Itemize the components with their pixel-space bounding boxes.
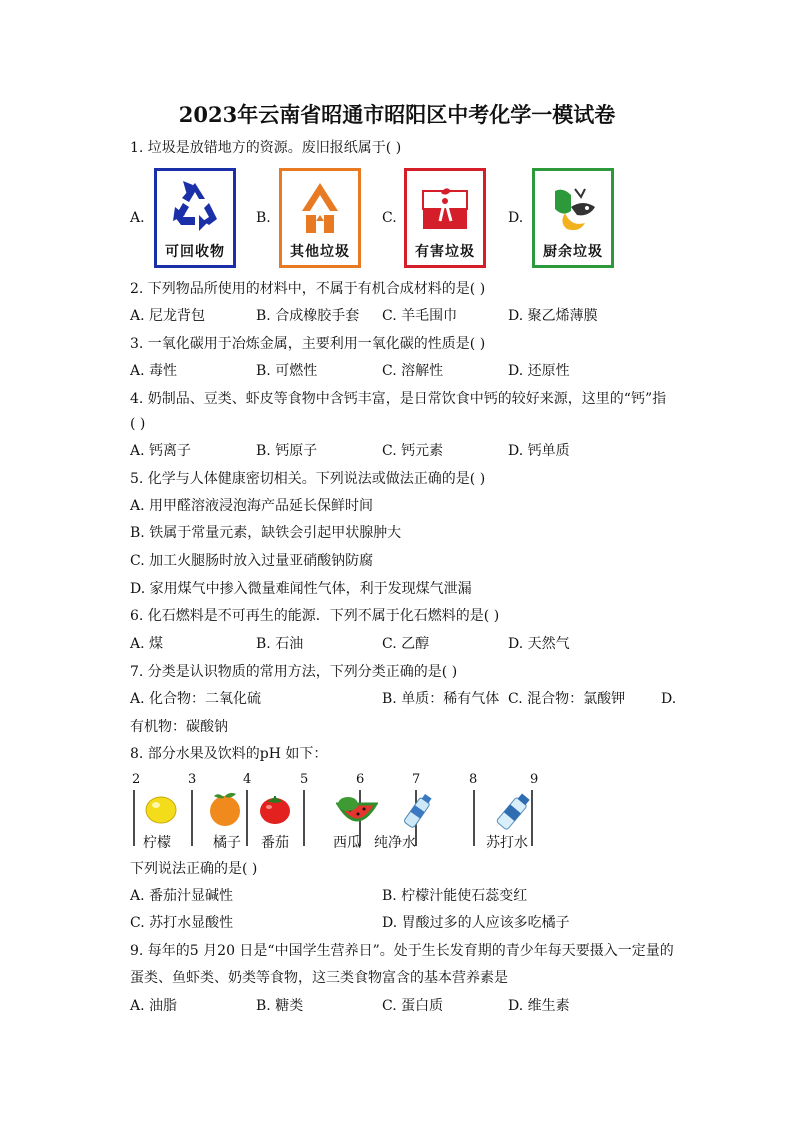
lemon-icon [143, 792, 179, 826]
q7-option-b: B. 单质：稀有气体 [382, 691, 500, 707]
q6-option-d: D. 天然气 [508, 636, 570, 652]
q5-stem: 5. 化学与人体健康密切相关。下列说法或做法正确的是( ) [130, 471, 486, 487]
q9-stem-cont: 蛋类、鱼虾类、奶类等食物，这三类食物富含的基本营养素是 [130, 970, 508, 986]
q1-bin-d-label: 厨余垃圾 [543, 244, 603, 260]
q1-kitchen-waste-bin-image [532, 168, 614, 268]
q2-option-b: B. 合成橡胶手套 [256, 308, 360, 324]
ph-tick-5: 5 [300, 772, 309, 787]
q1-other-waste-bin-image [279, 168, 361, 268]
q6-option-a: A. 煤 [130, 636, 164, 652]
tomato-icon [258, 792, 292, 826]
q9-option-b: B. 糖类 [256, 998, 304, 1014]
q1-hazardous-bin-image [404, 168, 486, 268]
q1-bin-a-label: 可回收物 [165, 244, 225, 260]
fruit-label-watermelon: 西瓜 [333, 835, 361, 851]
ph-tick-4: 4 [243, 772, 252, 787]
q7-stem: 7. 分类是认识物质的常用方法，下列分类正确的是( ) [130, 664, 458, 680]
q3-option-d: D. 还原性 [508, 363, 570, 379]
q8-option-b: B. 柠檬汁能使石蕊变红 [382, 888, 528, 904]
q9-stem: 9. 每年的5 月20 日是“中国学生营养日”。处于生长发育期的青少年每天要摄入一定量的 [130, 943, 674, 959]
q7-option-c: C. 混合物：氯酸钾 [508, 691, 626, 707]
q1-option-b-letter: B. [256, 210, 271, 226]
q3-option-b: B. 可燃性 [256, 363, 318, 379]
fruit-label-pure-water: 纯净水 [374, 835, 416, 851]
q5-option-d: D. 家用煤气中掺入微量难闻性气体，利于发现煤气泄漏 [130, 581, 472, 597]
q3-stem: 3. 一氧化碳用于冶炼金属，主要利用一氧化碳的性质是( ) [130, 336, 486, 352]
orange-icon [206, 790, 244, 828]
ph-tick-2: 2 [132, 772, 141, 787]
ph-tick-7: 7 [412, 772, 421, 787]
q1-recyclable-bin-image [154, 168, 236, 268]
q9-option-a: A. 油脂 [130, 998, 178, 1014]
q1-option-d-letter: D. [508, 210, 524, 226]
other-waste-icon [288, 177, 352, 241]
q9-option-c: C. 蛋白质 [382, 998, 444, 1014]
q8-sub-stem: 下列说法正确的是( ) [130, 861, 258, 877]
recycle-icon [163, 177, 227, 241]
q2-option-a: A. 尼龙背包 [130, 308, 206, 324]
q7-option-d-letter: D. [661, 691, 677, 707]
q7-option-d-cont: 有机物：碳酸钠 [130, 719, 228, 735]
q4-option-b: B. 钙原子 [256, 443, 318, 459]
q4-option-a: A. 钙离子 [130, 443, 192, 459]
q2-option-c: C. 羊毛围巾 [382, 308, 458, 324]
q7-option-a: A. 化合物：二氧化硫 [130, 691, 262, 707]
q9-option-d: D. 维生素 [508, 998, 570, 1014]
q1-option-a-letter: A. [130, 210, 145, 226]
q3-option-a: A. 毒性 [130, 363, 178, 379]
fruit-label-orange: 橘子 [213, 835, 241, 851]
q4-option-c: C. 钙元素 [382, 443, 444, 459]
fruit-label-lemon: 柠檬 [143, 835, 171, 851]
ph-tick-8: 8 [469, 772, 478, 787]
q1-stem: 1. 垃圾是放错地方的资源。废旧报纸属于( ) [130, 140, 402, 156]
page-title: 2023年云南省昭通市昭阳区中考化学一模试卷 [178, 102, 616, 127]
q4-stem: 4. 奶制品、豆类、虾皮等食物中含钙丰富，是日常饮食中钙的较好来源，这里的“钙”指 [130, 391, 667, 407]
q4-stem-cont: ( ) [130, 416, 146, 432]
watermelon-icon [336, 796, 378, 826]
q8-option-c: C. 苏打水显酸性 [130, 915, 234, 931]
q6-option-b: B. 石油 [256, 636, 304, 652]
q5-option-c: C. 加工火腿肠时放入过量亚硝酸钠防腐 [130, 553, 374, 569]
soda-water-bottle-icon [493, 790, 533, 834]
q8-stem: 8. 部分水果及饮料的pH 如下： [130, 746, 328, 762]
q2-option-d: D. 聚乙烯薄膜 [508, 308, 598, 324]
q3-option-c: C. 溶解性 [382, 363, 444, 379]
ph-tick-6: 6 [356, 772, 365, 787]
q8-option-a: A. 番茄汁显碱性 [130, 888, 234, 904]
q5-option-a: A. 用甲醛溶液浸泡海产品延长保鲜时间 [130, 498, 374, 514]
ph-tick-3: 3 [188, 772, 197, 787]
fruit-label-soda-water: 苏打水 [486, 835, 528, 851]
q2-stem: 2. 下列物品所使用的材料中，不属于有机合成材料的是( ) [130, 281, 486, 297]
q6-stem: 6. 化石燃料是不可再生的能源．下列不属于化石燃料的是( ) [130, 608, 500, 624]
hazardous-waste-icon [413, 177, 477, 241]
water-bottle-icon [399, 790, 437, 832]
q8-option-d: D. 胃酸过多的人应该多吃橘子 [382, 915, 570, 931]
q1-option-c-letter: C. [382, 210, 397, 226]
q1-bin-b-label: 其他垃圾 [290, 244, 350, 260]
q4-option-d: D. 钙单质 [508, 443, 570, 459]
q1-bin-c-label: 有害垃圾 [415, 244, 475, 260]
q6-option-c: C. 乙醇 [382, 636, 430, 652]
fruit-label-tomato: 番茄 [261, 835, 289, 851]
ph-tick-9: 9 [530, 772, 539, 787]
kitchen-waste-icon [541, 177, 605, 241]
q5-option-b: B. 铁属于常量元素，缺铁会引起甲状腺肿大 [130, 525, 402, 541]
